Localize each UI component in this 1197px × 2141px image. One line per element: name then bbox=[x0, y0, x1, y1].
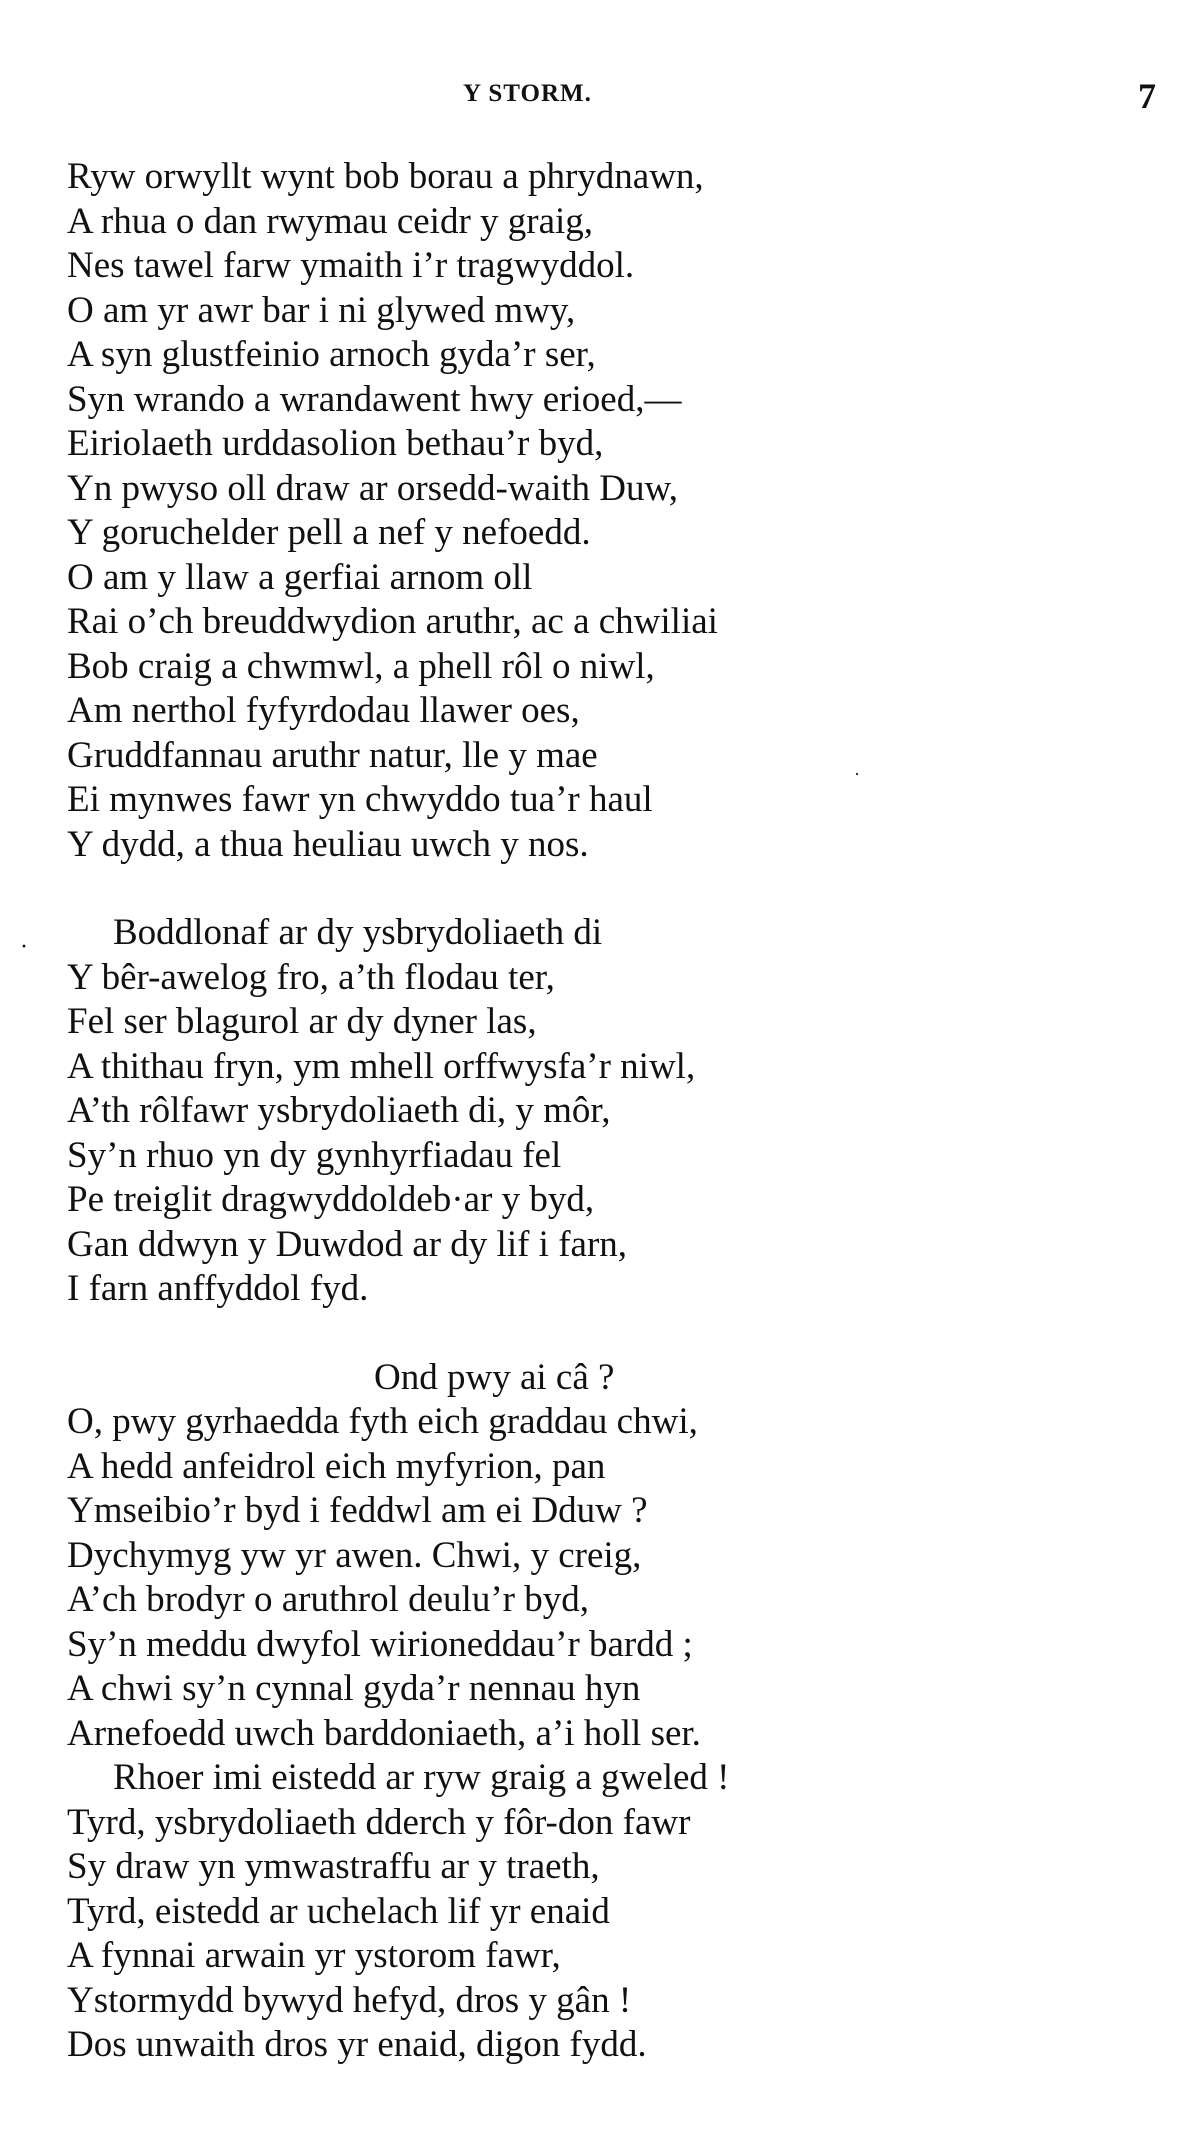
poem-line: Rai o’ch breuddwydion aruthr, ac a chwiliai bbox=[67, 601, 718, 642]
poem-line: Sy’n rhuo yn dy gynhyrfiadau fel bbox=[67, 1134, 562, 1176]
running-head bbox=[0, 75, 1197, 115]
poem-line: Syn wrando a wrandawent hwy erioed,— bbox=[67, 378, 682, 420]
stanza-1 bbox=[67, 155, 1147, 867]
poem-line: Dos unwaith dros yr enaid, digon fydd. bbox=[67, 2024, 647, 2065]
poem-line: Rhoer imi eistedd ar ryw graig a gweled ! bbox=[113, 1757, 730, 1798]
stanza-break bbox=[67, 1312, 1147, 1356]
poem-line: Boddlonaf ar dy ysbrydoliaeth di bbox=[113, 912, 603, 953]
print-speck: · bbox=[854, 764, 860, 784]
poem-line: Ond pwy ai câ ? bbox=[374, 1356, 615, 1398]
poem-line: Fel ser blagurol ar dy dyner las, bbox=[67, 1001, 537, 1042]
stanza-3 bbox=[67, 1356, 1147, 2068]
poem-line: Ei mynwes fawr yn chwyddo tua’r haul bbox=[67, 779, 653, 820]
poem-line: Ystormydd bywyd hefyd, dros y gân ! bbox=[67, 1979, 632, 2021]
poem-line: Nes tawel farw ymaith i’r tragwyddol. bbox=[67, 245, 635, 286]
poem-line: A thithau fryn, ym mhell orffwysfa’r niwl, bbox=[67, 1045, 696, 1087]
stanza-break bbox=[67, 867, 1147, 911]
poem-line: Gan ddwyn y Duwdod ar dy lif i farn, bbox=[67, 1223, 628, 1265]
page-number: 7 bbox=[1138, 76, 1156, 116]
poem-line: A’th rôlfawr ysbrydoliaeth di, y môr, bbox=[67, 1090, 611, 1131]
poem-line: Sy’n meddu dwyfol wirioneddau’r bardd ; bbox=[67, 1623, 693, 1665]
poem-line: A’ch brodyr o aruthrol deulu’r byd, bbox=[67, 1579, 589, 1620]
poem-line: Y goruchelder pell a nef y nefoedd. bbox=[67, 512, 591, 553]
poem-line: Pe treiglit dragwyddoldeb·ar y byd, bbox=[67, 1179, 595, 1220]
poem-line: A fynnai arwain yr ystorom fawr, bbox=[67, 1935, 561, 1976]
poem-line: A syn glustfeinio arnoch gyda’r ser, bbox=[67, 334, 596, 375]
poem-line: I farn anffyddol fyd. bbox=[67, 1268, 369, 1309]
poem-line: Ymseibio’r byd i feddwl am ei Dduw ? bbox=[67, 1490, 648, 1531]
poem-line: Tyrd, eistedd ar uchelach lif yr enaid bbox=[67, 1890, 610, 1932]
poem-body bbox=[67, 155, 1147, 2068]
poem-line: Ryw orwyllt wynt bob borau a phrydnawn, bbox=[67, 156, 704, 197]
poem-line: Y bêr-awelog fro, a’th flodau ter, bbox=[67, 956, 555, 998]
poem-line: Tyrd, ysbrydoliaeth dderch y fôr-don fawr bbox=[67, 1801, 691, 1843]
stanza-2 bbox=[67, 911, 1147, 1312]
poem-line: Eiriolaeth urddasolion bethau’r byd, bbox=[67, 423, 604, 464]
poem-line: O, pwy gyrhaedda fyth eich graddau chwi, bbox=[67, 1401, 698, 1442]
poem-line: Yn pwyso oll draw ar orsedd-waith Duw, bbox=[67, 467, 679, 509]
print-speck: · bbox=[20, 934, 28, 960]
poem-line: Am nerthol fyfyrdodau llawer oes, bbox=[67, 690, 580, 731]
poem-line: A rhua o dan rwymau ceidr y graig, bbox=[67, 200, 594, 242]
running-head-title: Y STORM. bbox=[463, 80, 592, 107]
poem-line: Bob craig a chwmwl, a phell rôl o niwl, bbox=[67, 645, 655, 687]
poem-line: Sy draw yn ymwastraffu ar y traeth, bbox=[67, 1846, 600, 1887]
poem-line: O am yr awr bar i ni glywed mwy, bbox=[67, 289, 576, 331]
poem-line: Gruddfannau aruthr natur, lle y mae bbox=[67, 734, 598, 776]
poem-line: A hedd anfeidrol eich myfyrion, pan bbox=[67, 1445, 606, 1487]
poem-line: Arnefoedd uwch barddoniaeth, a’i holl ser. bbox=[67, 1712, 701, 1754]
poem-line: Dychymyg yw yr awen. Chwi, y creig, bbox=[67, 1534, 642, 1576]
poem-line: O am y llaw a gerfiai arnom oll bbox=[67, 556, 533, 598]
poem-line: A chwi sy’n cynnal gyda’r nennau hyn bbox=[67, 1668, 641, 1709]
poem-line: Y dydd, a thua heuliau uwch y nos. bbox=[67, 823, 589, 865]
